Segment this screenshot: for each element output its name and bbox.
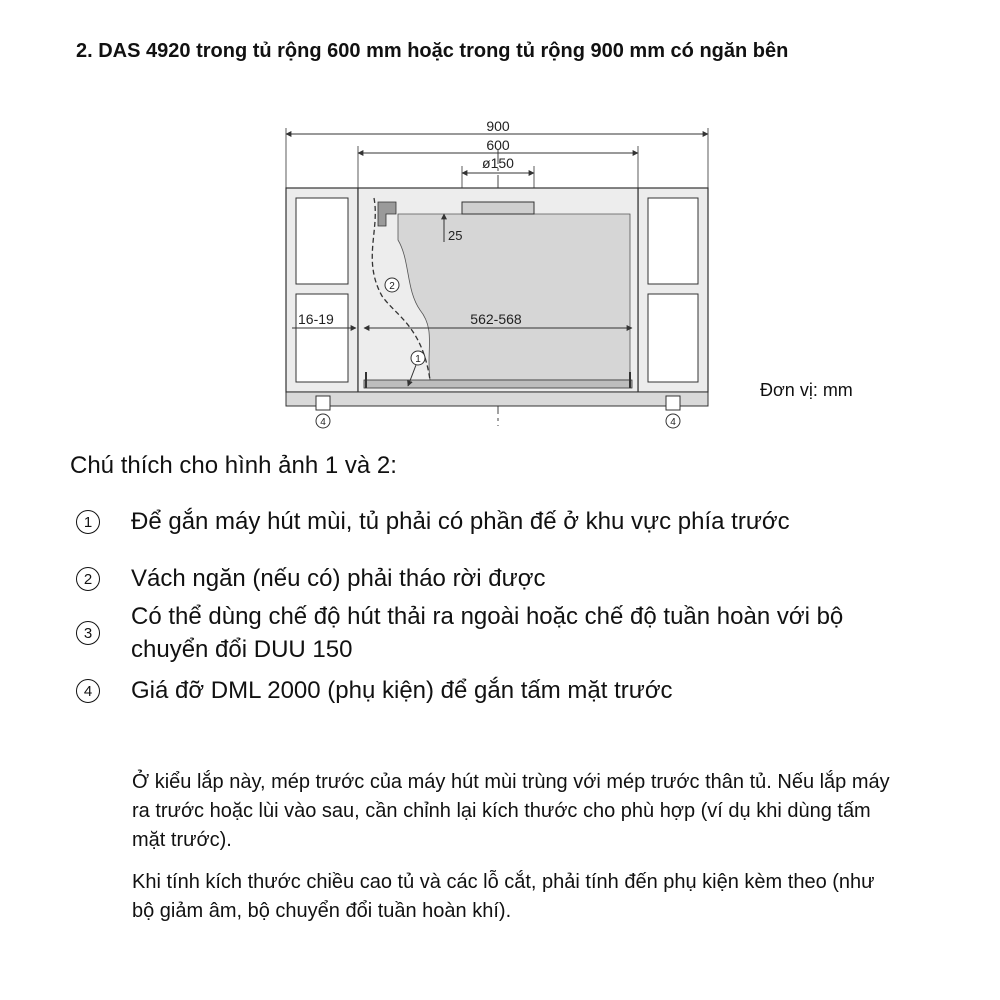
svg-text:4: 4 [320,417,326,428]
cabinet-base [364,380,632,388]
unit-label: Đơn vị: mm [760,380,853,400]
duct-collar [462,202,534,214]
legend-title: Chú thích cho hình ảnh 1 và 2: [70,452,397,479]
legend-number: 1 [76,510,100,534]
legend-item [76,562,956,595]
bracket-clip-left [316,396,330,410]
legend-text: Có thể dùng chế độ hút thải ra ngoài hoặc chế độ tuần hoàn với bộ chuyển đổi DUU 150 [131,603,844,663]
note-paragraph: Ở kiểu lắp này, mép trước của máy hút mùi trùng với mép trước thân tủ. Nếu lắp máy ra trước hoặc lùi vào sau, cần chỉnh lại kích thước cho phù hợp (ví dụ khi dùng tấm mặt trước). [132,771,890,851]
page-title: 2. DAS 4920 trong tủ rộng 600 mm hoặc trong tủ rộng 900 mm có ngăn bên [76,40,789,62]
hood-body [398,214,630,380]
installation-diagram [270,110,720,435]
dim-label-side: 16-19 [298,311,334,327]
dim-label-25: 25 [448,228,463,243]
legend-item [76,674,956,707]
legend-text: Vách ngăn (nếu có) phải tháo rời được [131,565,546,592]
legend-item [76,600,956,666]
front-panel [286,392,708,406]
dim-label-depth: 562-568 [470,311,522,327]
legend-item [76,505,956,538]
svg-text:4: 4 [670,417,676,428]
dim-label-900: 900 [486,118,510,134]
svg-text:2: 2 [389,281,395,292]
dim-label-600: 600 [486,137,510,153]
dim-label-duct: ø150 [482,155,514,171]
legend-number: 4 [76,679,100,703]
legend-text: Giá đỡ DML 2000 (phụ kiện) để gắn tấm mặt trước [131,677,673,704]
note-paragraph: Khi tính kích thước chiều cao tủ và các lỗ cắt, phải tính đến phụ kiện kèm theo (như bộ giảm âm, bộ chuyển đổi tuần hoàn khí). [132,871,875,922]
legend-number: 3 [76,621,100,645]
bracket-clip-right [666,396,680,410]
svg-text:1: 1 [415,354,421,365]
legend-number: 2 [76,567,100,591]
legend-text: Để gắn máy hút mùi, tủ phải có phần đế ở khu vực phía trước [131,508,790,535]
